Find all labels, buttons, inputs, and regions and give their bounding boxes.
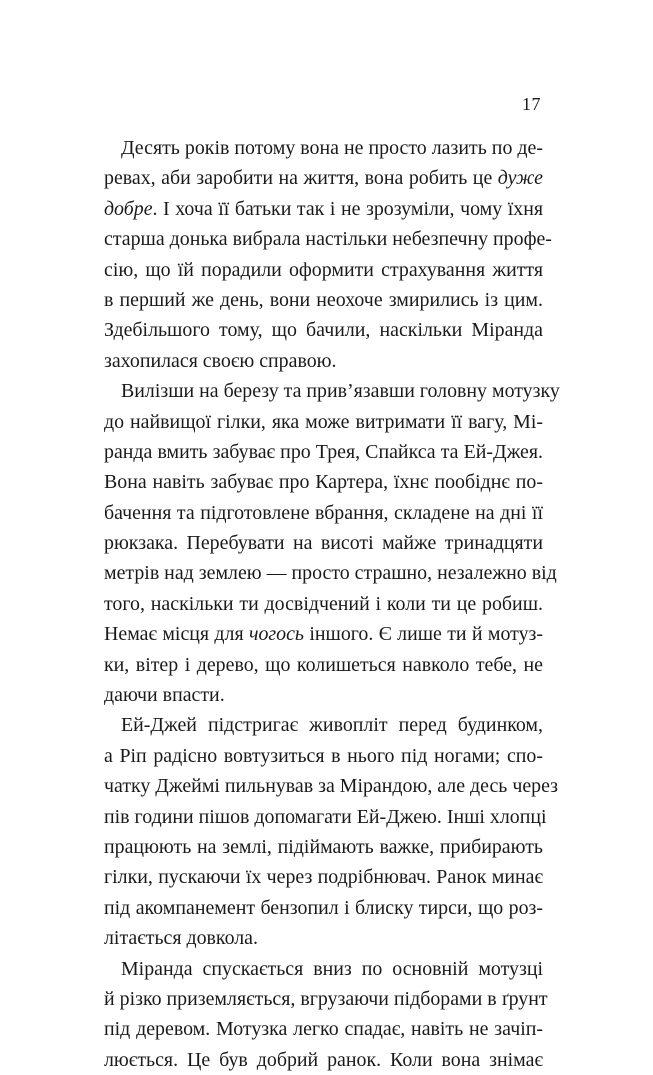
text-run: гілки, пускаючи їх через подрібнювач. Ранок минає	[104, 866, 543, 889]
text-run: під акомпанемент бензопил і блиску тирси, що роз-	[104, 896, 543, 919]
text-line	[87, 407, 543, 437]
text-run: в перший же день, вони неохоче змирились із цим.	[104, 288, 543, 311]
text-line	[87, 224, 552, 254]
text-run: бачення та підготовлене вбрання, складене на дні її	[104, 501, 543, 524]
italic-text: добре	[104, 197, 153, 220]
text-run: ки, вітер і дерево, що колишеться навколо тебе, не	[104, 653, 543, 676]
text-line	[87, 437, 543, 467]
text-run: іншого. Є лише ти й мотуз-	[304, 623, 544, 646]
body-text	[87, 133, 560, 1075]
text-run: сію, що їй порадили оформити страхування життя	[104, 258, 543, 281]
text-line	[87, 710, 543, 740]
italic-text: чогось	[248, 623, 304, 646]
text-run: Вилізши на березу та прив’язавши головну мотузку	[121, 380, 560, 403]
text-line	[87, 589, 543, 619]
text-line	[87, 954, 543, 984]
text-run: ревах, аби заробити на життя, вона робить це	[104, 167, 498, 190]
text-run: ранда вмить забуває про Трея, Спайкса та Ей-Джея.	[104, 440, 543, 463]
text-run: захопилася своєю справою.	[104, 349, 337, 372]
text-line	[87, 528, 543, 558]
italic-text: дуже	[497, 167, 543, 190]
text-run: до найвищої гілки, яка може витримати її вагу, Мі-	[104, 410, 543, 433]
text-line	[87, 285, 543, 315]
text-run: літається довкола.	[104, 927, 258, 950]
text-line	[87, 376, 560, 406]
text-line	[87, 923, 543, 953]
text-line	[87, 467, 543, 497]
text-run: Десять років потому вона не просто лазить по де-	[121, 137, 543, 159]
text-line	[87, 741, 543, 771]
text-line	[87, 771, 559, 801]
text-line	[87, 558, 557, 588]
text-line	[87, 315, 543, 345]
text-line	[87, 194, 543, 224]
text-run: а Ріп радісно вовтузиться в нього під ногами; спо-	[104, 744, 543, 767]
text-line	[87, 893, 543, 923]
text-line	[87, 133, 543, 163]
text-run: Немає місця для	[104, 623, 249, 646]
text-run: того, наскільки ти досвідчений і коли ти це робиш.	[104, 592, 543, 615]
text-line	[87, 802, 547, 832]
text-line	[87, 1014, 543, 1044]
text-run: Вона навіть забуває про Картера, їхнє пообіднє по-	[104, 471, 543, 494]
text-run: даючи впасти.	[104, 684, 225, 707]
text-run: пів години пішов допомагати Ей-Джею. Інші хлопці	[104, 805, 547, 828]
text-line	[87, 346, 543, 376]
text-run: чатку Джеймі пильнував за Мірандою, але десь через	[104, 775, 559, 798]
paragraph	[87, 710, 559, 953]
page-number: 17	[522, 94, 541, 114]
text-run: й різко приземляється, вгрузаючи підборами в ґрунт	[104, 987, 548, 1010]
text-run: люється. Це був добрий ранок. Коли вона знімає	[104, 1048, 543, 1071]
text-line	[87, 832, 543, 862]
text-line	[87, 619, 543, 649]
text-run: працюють на землі, підіймають важке, прибирають	[104, 835, 543, 858]
paragraph	[87, 954, 548, 1075]
text-line	[87, 862, 543, 892]
text-line	[87, 163, 543, 193]
paragraph	[87, 133, 552, 376]
text-line	[87, 1045, 543, 1075]
text-run: Міранда спускається вниз по основній мотузці	[121, 957, 543, 980]
text-run: Здебільшого тому, що бачили, наскільки Міранда	[104, 319, 543, 342]
text-run: метрів над землею — просто страшно, незалежно від	[104, 562, 557, 585]
text-line	[87, 255, 543, 285]
paragraph	[87, 376, 560, 710]
text-line	[87, 498, 543, 528]
text-line	[87, 680, 543, 710]
text-run: під деревом. Мотузка легко спадає, навіть не зачіп-	[104, 1018, 543, 1041]
text-line	[87, 650, 543, 680]
text-run: Ей-Джей підстригає живопліт перед будинком,	[121, 714, 543, 737]
text-line	[87, 984, 548, 1014]
text-run: старша донька вибрала настільки небезпечну профе-	[104, 228, 552, 251]
text-run: рюкзака. Перебувати на висоті майже тринадцяти	[104, 532, 543, 555]
text-run: . І хоча її батьки так і не зрозуміли, чому їхня	[152, 197, 543, 220]
